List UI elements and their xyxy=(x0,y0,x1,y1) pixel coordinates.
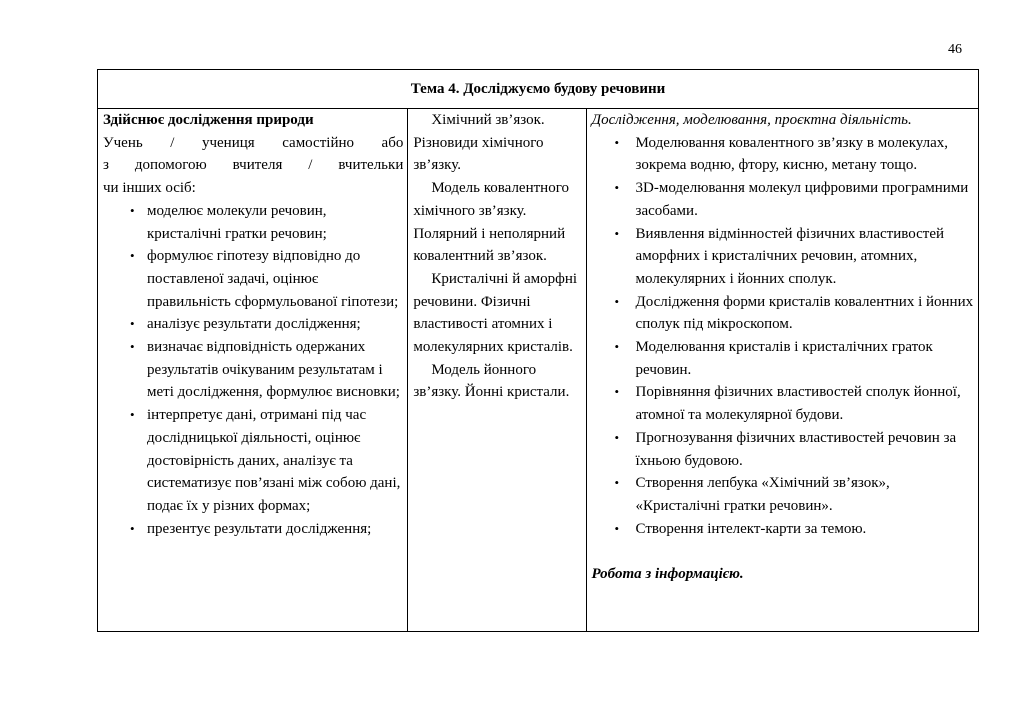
content-paragraph: Кристалічні й аморфні речовини. Фізичні властивості атомних і молекулярних кристалів. xyxy=(413,270,578,356)
content-paragraph: Хімічний зв’язок. Різновиди хімічного зв’язку. xyxy=(413,112,545,174)
list-item: • Виявлення відмінностей фізичних властивостей аморфних і кристалічних речовин, атомних, молекулярних і йонних сполук. xyxy=(592,223,974,291)
bullet-icon: • xyxy=(614,293,620,309)
list-item: • Моделювання ковалентного зв’язку в молекулах, зокрема водню, фтору, кисню, метану тощо. xyxy=(592,132,974,177)
bullet-icon: • xyxy=(614,520,620,536)
bullet-icon: • xyxy=(130,248,135,264)
bullet-icon: • xyxy=(614,429,620,445)
list-item: • Дослідження форми кристалів ковалентних і йонних сполук під мікроскопом. xyxy=(592,291,974,336)
column-outcomes xyxy=(98,109,408,632)
list-item: • презентує результати дослідження; xyxy=(103,518,403,541)
page-number: 46 xyxy=(948,42,962,57)
bullet-icon: • xyxy=(614,225,620,241)
bullet-icon: • xyxy=(614,339,620,355)
content-paragraph: Модель ковалентного хімічного зв’язку. Полярний і неполярний ковалентний зв’язок. xyxy=(413,180,569,265)
bullet-icon: • xyxy=(614,475,620,491)
curriculum-table xyxy=(97,69,979,632)
list-item: • Порівняння фізичних властивостей сполук йонної, атомної та молекулярної будови. xyxy=(592,381,974,426)
table-title: Тема 4. Досліджуємо будову речовини xyxy=(98,70,979,109)
outcomes-intro-line: Учень / учениця самостійно або xyxy=(103,134,404,151)
list-item: • моделює молекули речовин, кристалічні гратки речовин; xyxy=(103,200,403,245)
bullet-icon: • xyxy=(130,339,135,355)
bullet-icon: • xyxy=(614,384,620,400)
list-item: • 3D-моделювання молекул цифровими програмними засобами. xyxy=(592,177,974,222)
bullet-icon: • xyxy=(130,202,135,218)
list-item: • Створення інтелект-карти за темою. xyxy=(592,518,974,541)
bullet-icon: • xyxy=(614,134,620,150)
column-content xyxy=(408,109,586,632)
list-item: • Моделювання кристалів і кристалічних граток речовин. xyxy=(592,336,974,381)
bullet-icon: • xyxy=(130,316,135,332)
table-content-row xyxy=(98,109,979,632)
activities-heading: Дослідження, моделювання, проєктна діяльність. xyxy=(591,112,912,128)
outcomes-intro-line: чи інших осіб: xyxy=(103,180,196,197)
outcomes-intro-line: з допомогою вчителя / вчительки xyxy=(103,157,404,174)
content-paragraph: Модель йонного зв’язку. Йонні кристали. xyxy=(413,361,570,401)
activities-list xyxy=(592,132,974,541)
list-item: • визначає відповідність одержаних результатів очікуваним результатам і меті дослідження, формулює висновки; xyxy=(103,336,403,404)
bullet-icon: • xyxy=(130,407,135,423)
list-item: • Прогнозування фізичних властивостей речовин за їхньою будовою. xyxy=(592,427,974,472)
list-item: • формулює гіпотезу відповідно до поставленої задачі, оцінює правильність сформульованої гіпотези; xyxy=(103,245,403,313)
outcomes-list xyxy=(103,200,403,541)
bullet-icon: • xyxy=(614,180,620,196)
outcomes-heading: Здійснює дослідження природи xyxy=(103,112,314,128)
list-item: • Створення лепбука «Хімічний зв’язок», «Кристалічні гратки речовин». xyxy=(592,472,974,517)
bullet-icon: • xyxy=(130,520,135,536)
activities-footer: Робота з інформацією. xyxy=(591,566,744,583)
list-item: • аналізує результати дослідження; xyxy=(103,313,403,336)
list-item: • інтерпретує дані, отримані під час дослідницької діяльності, оцінює достовірність даних, аналізує та систематизує пов’язані між собою дані, подає їх у різних формах; xyxy=(103,404,403,518)
table-title-row xyxy=(98,70,979,109)
column-activities xyxy=(586,109,978,632)
